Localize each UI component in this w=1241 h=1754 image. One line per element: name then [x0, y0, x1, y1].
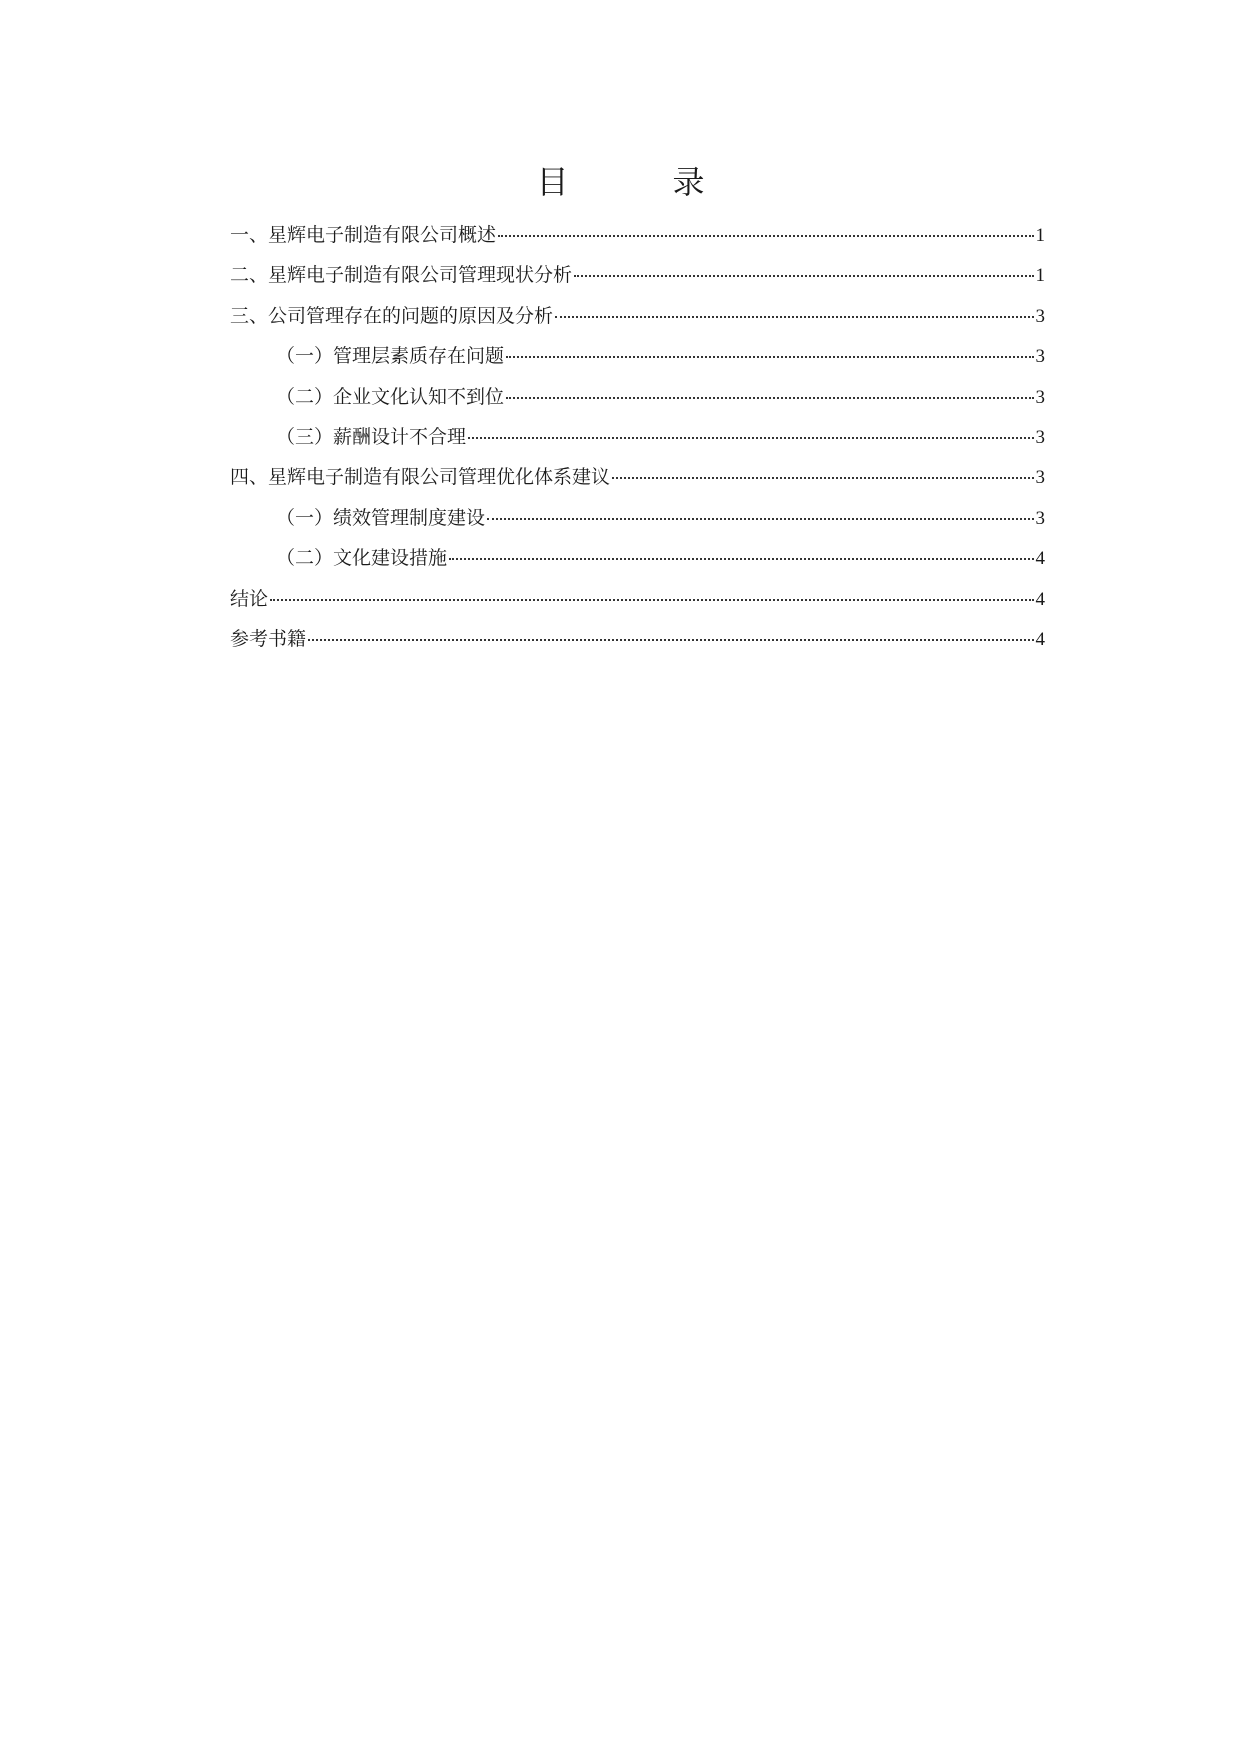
- dot-leader: [487, 516, 1033, 520]
- toc-entry-page-number: 4: [1035, 548, 1045, 570]
- toc-entry-label: （三）薪酬设计不合理: [276, 425, 467, 448]
- toc-list: [230, 215, 1045, 659]
- toc-entry-label: 参考书籍: [230, 627, 307, 650]
- toc-subentry[interactable]: [230, 377, 1045, 417]
- toc-entry-page-number: 3: [1035, 467, 1045, 489]
- toc-entry[interactable]: [230, 619, 1045, 659]
- toc-subentry[interactable]: [230, 336, 1045, 376]
- dot-leader: [555, 314, 1033, 318]
- toc-entry[interactable]: [230, 579, 1045, 619]
- toc-entry-page-number: 3: [1035, 305, 1045, 327]
- toc-entry-page-number: 1: [1035, 265, 1045, 287]
- toc-entry[interactable]: [230, 296, 1045, 336]
- dot-leader: [449, 556, 1033, 560]
- toc-entry-page-number: 3: [1035, 386, 1045, 408]
- toc-entry-label: （二）企业文化认知不到位: [276, 385, 505, 408]
- dot-leader: [612, 475, 1033, 479]
- toc-entry-page-number: 4: [1035, 588, 1045, 610]
- toc-title: 目 录: [536, 163, 741, 201]
- toc-entry[interactable]: [230, 215, 1045, 255]
- toc-entry-label: 二、星辉电子制造有限公司管理现状分析: [230, 264, 573, 287]
- toc-entry[interactable]: [230, 457, 1045, 497]
- dot-leader: [308, 637, 1033, 641]
- toc-entry[interactable]: [230, 255, 1045, 295]
- toc-entry-page-number: 3: [1035, 507, 1045, 529]
- dot-leader: [574, 273, 1033, 277]
- toc-subentry[interactable]: [230, 417, 1045, 457]
- toc-subentry[interactable]: [230, 538, 1045, 578]
- toc-entry-label: 三、公司管理存在的问题的原因及分析: [230, 304, 554, 327]
- toc-entry-label: （二）文化建设措施: [276, 547, 448, 570]
- toc-subentry[interactable]: [230, 498, 1045, 538]
- dot-leader: [498, 233, 1033, 237]
- dot-leader: [506, 395, 1033, 399]
- toc-entry-label: 四、星辉电子制造有限公司管理优化体系建议: [230, 466, 611, 489]
- toc-entry-page-number: 1: [1035, 225, 1045, 246]
- dot-leader: [468, 435, 1033, 439]
- toc-entry-label: 一、星辉电子制造有限公司概述: [230, 224, 497, 246]
- toc-entry-page-number: 4: [1035, 628, 1045, 650]
- toc-entry-label: 结论: [230, 587, 269, 610]
- toc-entry-label: （一）管理层素质存在问题: [276, 345, 505, 368]
- dot-leader: [270, 597, 1033, 601]
- toc-entry-page-number: 3: [1035, 346, 1045, 368]
- toc-entry-page-number: 3: [1035, 426, 1045, 448]
- toc-entry-label: （一）绩效管理制度建设: [276, 506, 486, 529]
- dot-leader: [506, 354, 1033, 358]
